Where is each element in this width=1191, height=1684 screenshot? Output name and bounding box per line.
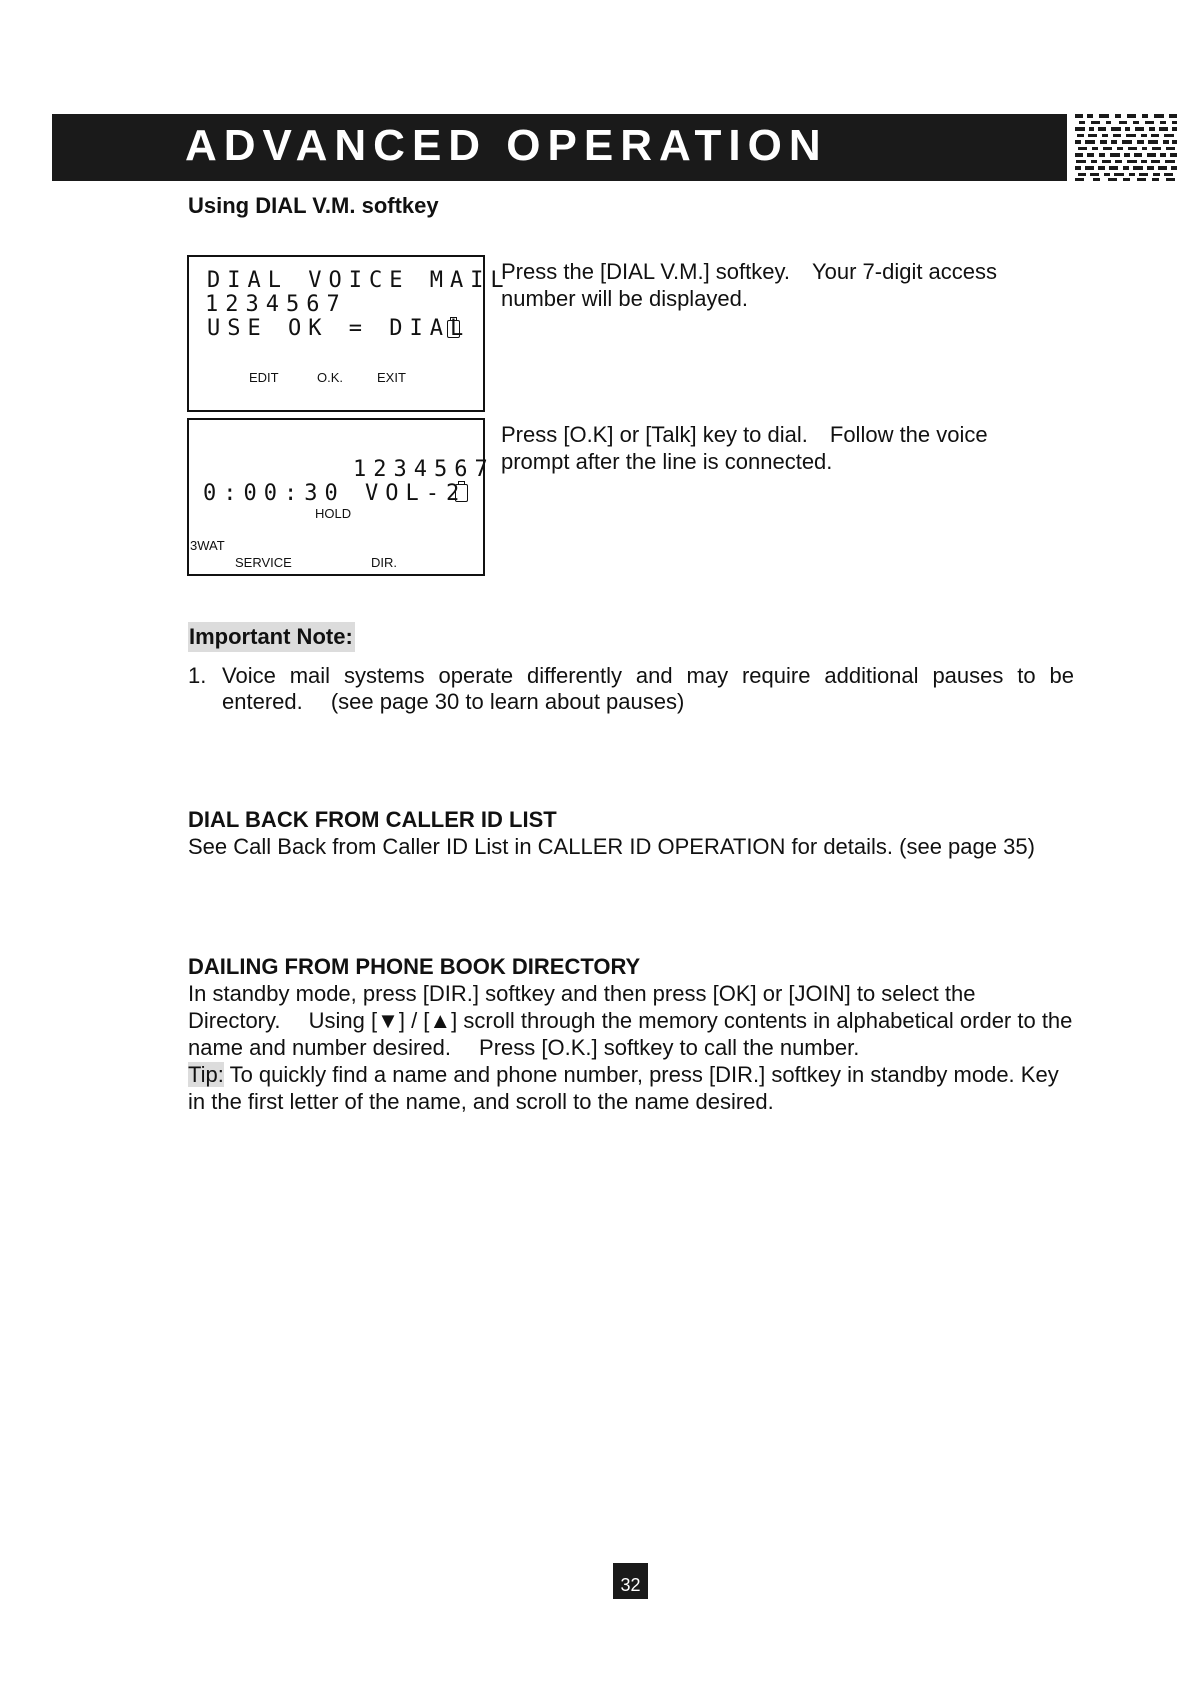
phone-book-instructions: In standby mode, press [DIR.] softkey and then press [OK] or [JOIN] to select the Directory. Using [▼] / [▲] scroll through the memory contents in alphabetical order to the name and number desired. Press [O.K.] softkey to call the number. bbox=[188, 981, 1073, 1060]
lcd-softkey-ok: O.K. bbox=[317, 370, 344, 385]
tip-label: Tip: bbox=[188, 1062, 224, 1087]
note-number: 1. bbox=[188, 663, 207, 688]
lcd-softkey-edit: EDIT bbox=[249, 370, 279, 385]
lcd-label-hold: HOLD bbox=[315, 506, 352, 521]
instruction-dial-vm: Press the [DIAL V.M.] softkey. Your 7-digit access number will be displayed. bbox=[501, 259, 998, 311]
battery-icon bbox=[455, 484, 468, 502]
lcd-line-number: 1234567 bbox=[205, 292, 347, 317]
lcd-softkey-exit: EXIT bbox=[377, 370, 406, 385]
note-text: Voice mail systems operate differently and may require additional pauses to be entered. (see page 30 to learn about pauses) bbox=[222, 663, 1074, 714]
page-number: 32 bbox=[613, 1563, 648, 1599]
section-heading-dial-back: DIAL BACK FROM CALLER ID LIST bbox=[188, 807, 557, 832]
section-heading-phone-book: DAILING FROM PHONE BOOK DIRECTORY bbox=[188, 954, 641, 979]
section-text-phone-book bbox=[188, 980, 1078, 1115]
important-note-heading: Important Note: bbox=[188, 622, 355, 652]
lcd-display-dial-voice-mail bbox=[187, 255, 511, 412]
lcd-line-title: DIAL VOICE MAIL bbox=[207, 268, 511, 293]
lcd-softkey-service: SERVICE bbox=[235, 555, 292, 570]
lcd-softkey-dir: DIR. bbox=[371, 555, 397, 570]
lcd-line-instruction: USE OK = DIAL bbox=[207, 316, 471, 341]
section-heading-dial-vm: Using DIAL V.M. softkey bbox=[188, 193, 439, 218]
lcd-line-timer-volume: 0:00:30 VOL-2 bbox=[203, 481, 467, 506]
instruction-ok-talk: Press [O.K] or [Talk] key to dial. Follow the voice prompt after the line is connected. bbox=[501, 422, 988, 474]
pattern-decoration-icon bbox=[1073, 112, 1179, 182]
tip-text: To quickly find a name and phone number, press [DIR.] softkey in standby mode. Key in the first letter of the name, and scroll to the name desired. bbox=[188, 1062, 1059, 1114]
lcd-display-call-in-progress bbox=[187, 418, 495, 576]
page-title: ADVANCED OPERATION bbox=[185, 121, 828, 170]
battery-icon bbox=[447, 320, 460, 338]
section-text-dial-back: See Call Back from Caller ID List in CALLER ID OPERATION for details. (see page 35) bbox=[188, 834, 1035, 859]
lcd-line-dialed-number: 1234567 bbox=[353, 457, 495, 482]
lcd-label-3wat: 3WAT bbox=[190, 538, 225, 553]
